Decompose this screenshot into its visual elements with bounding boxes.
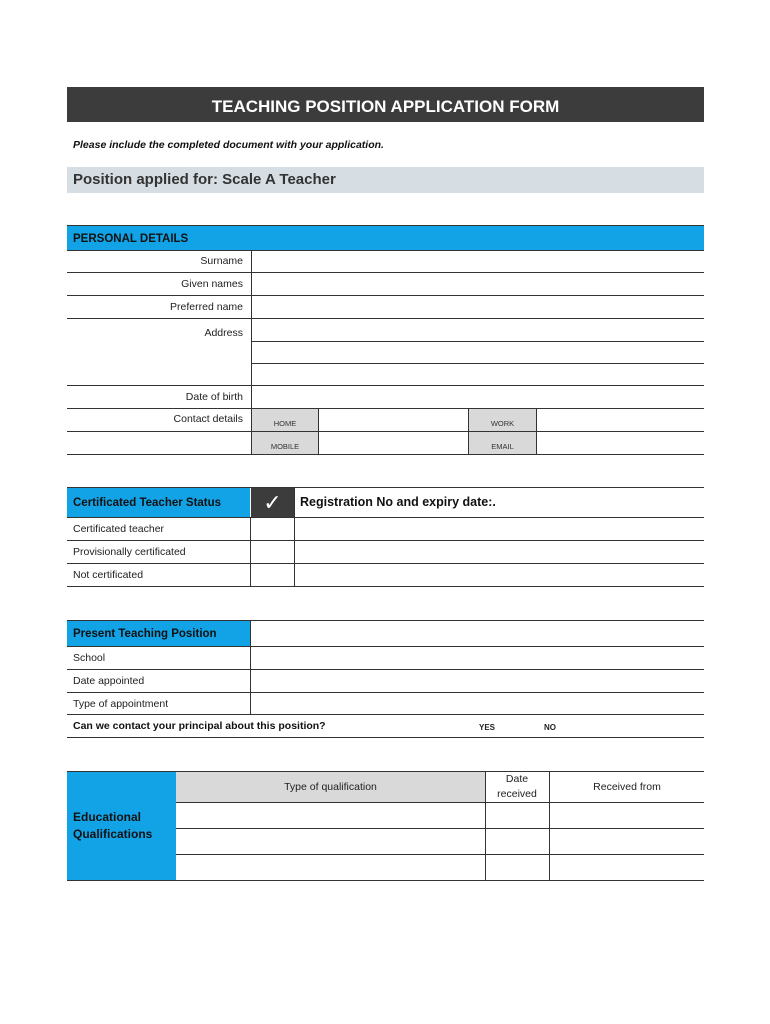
present-position-field[interactable] bbox=[251, 621, 704, 646]
given-names-field[interactable] bbox=[252, 273, 704, 295]
school-label: School bbox=[73, 652, 106, 664]
row-divider bbox=[67, 540, 704, 541]
mobile-phone-field[interactable] bbox=[319, 432, 468, 454]
column-divider bbox=[468, 408, 469, 454]
preferred-name-label: Preferred name bbox=[170, 301, 243, 313]
dob-field[interactable] bbox=[252, 386, 704, 408]
date-appointed-label: Date appointed bbox=[73, 675, 145, 687]
qualification-type-field-2[interactable] bbox=[177, 829, 485, 854]
row-divider bbox=[67, 563, 704, 564]
qualification-type-header bbox=[176, 772, 485, 802]
given-names-label: Given names bbox=[181, 278, 243, 290]
education-header-line2: Qualifications bbox=[73, 827, 153, 841]
dob-label: Date of birth bbox=[185, 391, 243, 403]
row-divider bbox=[67, 586, 704, 587]
cert-option-certificated: Certificated teacher bbox=[73, 523, 165, 535]
received-from-field-1[interactable] bbox=[550, 803, 704, 828]
work-phone-field[interactable] bbox=[537, 409, 704, 431]
yes-option[interactable]: YES bbox=[479, 723, 496, 732]
preferred-name-field[interactable] bbox=[252, 296, 704, 318]
education-header-line1: Educational bbox=[73, 810, 142, 824]
not-certificated-checkbox[interactable] bbox=[251, 564, 294, 586]
row-divider bbox=[67, 737, 704, 738]
received-from-field-3[interactable] bbox=[550, 855, 704, 880]
checkmark-header-cell bbox=[251, 488, 294, 517]
surname-field[interactable] bbox=[252, 251, 704, 272]
checkmark-icon: ✓ bbox=[263, 490, 282, 515]
address-field[interactable] bbox=[252, 319, 704, 385]
received-from-label: Received from bbox=[593, 781, 661, 793]
education-header-cell bbox=[67, 772, 176, 881]
registration-label: Registration No and expiry date:. bbox=[300, 495, 496, 509]
registration-field[interactable] bbox=[295, 518, 704, 540]
no-option[interactable]: NO bbox=[544, 723, 556, 732]
present-position-header: Present Teaching Position bbox=[67, 621, 250, 646]
form-instructions: Please include the completed document with your application. bbox=[73, 139, 384, 151]
row-divider bbox=[67, 714, 704, 715]
personal-details-header: PERSONAL DETAILS bbox=[67, 226, 704, 250]
qualification-type-field-1[interactable] bbox=[177, 803, 485, 828]
school-field[interactable] bbox=[251, 647, 704, 669]
certificated-checkbox[interactable] bbox=[251, 518, 294, 540]
provisional-checkbox[interactable] bbox=[251, 541, 294, 563]
qualification-type-field-3[interactable] bbox=[177, 855, 485, 880]
cert-option-provisional: Provisionally certificated bbox=[73, 546, 186, 558]
contact-principal-question: Can we contact your principal about this position? bbox=[73, 720, 326, 732]
surname-label: Surname bbox=[200, 255, 243, 267]
work-phone-label: WORK bbox=[469, 409, 536, 431]
date-received-field-3[interactable] bbox=[486, 855, 549, 880]
date-received-field-1[interactable] bbox=[486, 803, 549, 828]
mobile-phone-label: MOBILE bbox=[252, 432, 318, 454]
qualification-type-label: Type of qualification bbox=[284, 781, 377, 793]
contact-details-label: Contact details bbox=[173, 413, 243, 425]
appointment-type-label: Type of appointment bbox=[73, 698, 169, 710]
email-label: EMAIL bbox=[469, 432, 536, 454]
date-received-line2: received bbox=[497, 788, 537, 800]
email-field[interactable] bbox=[537, 432, 704, 454]
address-label: Address bbox=[204, 327, 243, 339]
received-from-field-2[interactable] bbox=[550, 829, 704, 854]
cert-status-header: Certificated Teacher Status bbox=[67, 488, 250, 517]
position-applied: Position applied for: Scale A Teacher bbox=[67, 167, 704, 193]
home-phone-field[interactable] bbox=[319, 409, 468, 431]
cert-option-not-certificated: Not certificated bbox=[73, 569, 144, 581]
row-divider bbox=[67, 880, 704, 881]
appointment-type-field[interactable] bbox=[251, 693, 704, 714]
date-received-line1: Date bbox=[505, 773, 529, 785]
home-phone-label: HOME bbox=[252, 409, 318, 431]
date-appointed-field[interactable] bbox=[251, 670, 704, 692]
date-received-field-2[interactable] bbox=[486, 829, 549, 854]
form-title: TEACHING POSITION APPLICATION FORM bbox=[67, 87, 704, 122]
row-divider bbox=[67, 454, 704, 455]
